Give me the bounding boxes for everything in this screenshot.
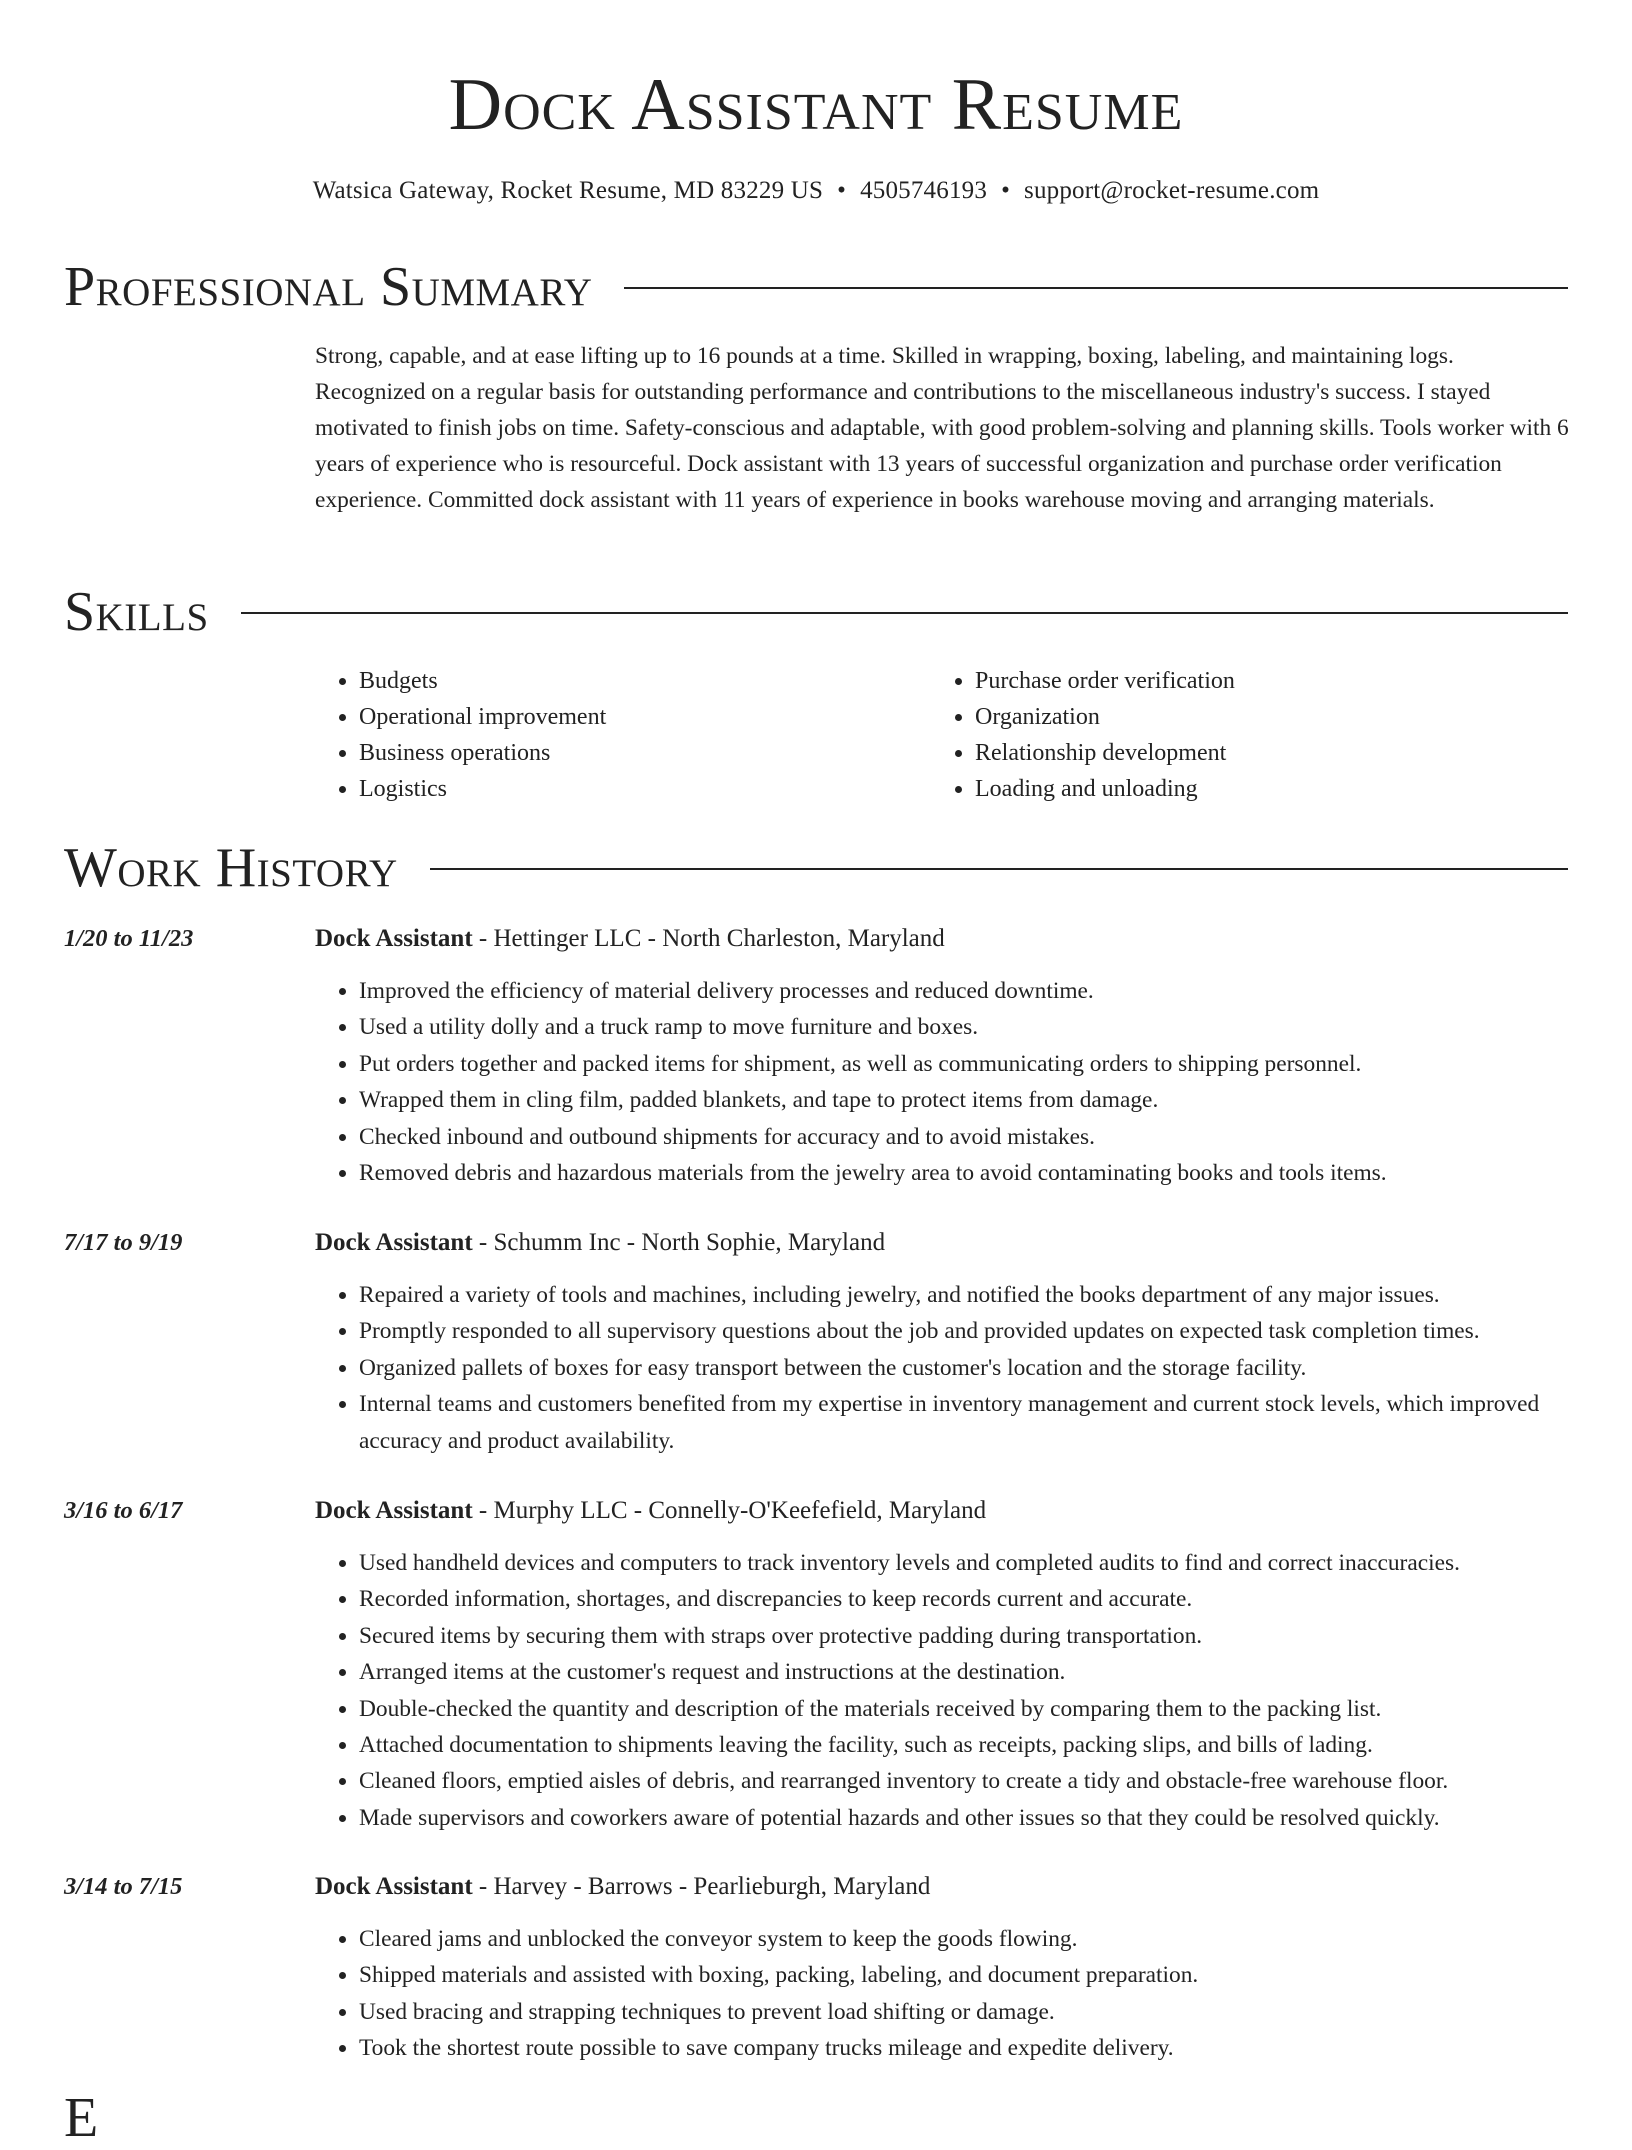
job-bullet: • Internal teams and customers benefited from my expertise in inventory management and current stock levels, which improved accuracy and product availability. [359, 1386, 1570, 1459]
summary-text: Strong, capable, and at ease lifting up to 16 pounds at a time. Skilled in wrapping, boxing, labeling, and maintaining logs. Recognized on a regular basis for outstanding performance and contributions to the miscellaneous industry's success. I stayed motivated to finish jobs on time. Safety-conscious and adaptable, with good problem-solving and planning skills. Tools worker with 6 years of experience who is resourceful. Dock assistant with 13 years of successful organization and purchase order verification experience. Committed dock assistant with 11 years of experience in books warehouse moving and arranging materials. [315, 343, 1569, 513]
job-bullet: • Made supervisors and coworkers aware of potential hazards and other issues so that they could be resolved quickly. [359, 1800, 1570, 1836]
job-title: Dock Assistant [315, 1229, 473, 1256]
skills-list [315, 663, 1570, 807]
job-bullet: • Put orders together and packed items for shipment, as well as communicating orders to shipping personnel. [359, 1046, 1570, 1082]
job-bullet: • Used bracing and strapping techniques to prevent load shifting or damage. [359, 1994, 1570, 2030]
skill-item: • Relationship development [975, 735, 1547, 771]
job-heading [315, 1225, 885, 1261]
contact-email: support@rocket-resume.com [1024, 177, 1320, 204]
job-bullet: • Organized pallets of boxes for easy transport between the customer's location and the storage facility. [359, 1350, 1570, 1386]
job-bullet: • Double-checked the quantity and description of the materials received by comparing them to the packing list. [359, 1691, 1570, 1727]
job-bullet: • Took the shortest route possible to save company trucks mileage and expedite delivery. [359, 2030, 1570, 2066]
skill-item: • Business operations [359, 735, 931, 771]
job-employer-location: - Hettinger LLC - North Charleston, Maryland [472, 925, 945, 952]
skill-item: • Loading and unloading [975, 771, 1547, 807]
job-bullet: • Improved the efficiency of material delivery processes and reduced downtime. [359, 973, 1570, 1009]
contact-address: Watsica Gateway, Rocket Resume, MD 83229 US [312, 177, 824, 204]
job-bullets [315, 1277, 1570, 1459]
job-dates: 3/16 to 6/17 [64, 1497, 183, 1524]
job-bullet: • Repaired a variety of tools and machines, including jewelry, and notified the books department of any major issues. [359, 1277, 1570, 1313]
job-heading [315, 1869, 930, 1905]
job-bullet: • Used a utility dolly and a truck ramp to move furniture and boxes. [359, 1009, 1570, 1045]
job-bullets [315, 1921, 1570, 2067]
job-employer-location: - Murphy LLC - Connelly-O'Keefefield, Maryland [472, 1497, 987, 1524]
section-divider [430, 868, 1568, 870]
contact-phone: 4505746193 [860, 177, 988, 204]
skill-item: • Purchase order verification [975, 663, 1547, 699]
job-dates: 3/14 to 7/15 [64, 1873, 183, 1900]
job-dates: 7/17 to 9/19 [64, 1229, 183, 1256]
section-header-summary [64, 255, 1568, 319]
skills-column-left [315, 663, 931, 807]
job-bullet: • Shipped materials and assisted with boxing, packing, labeling, and document preparation. [359, 1957, 1570, 1993]
job-heading [315, 921, 945, 957]
job-dates: 1/20 to 11/23 [64, 925, 194, 952]
job-bullet: • Secured items by securing them with straps over protective padding during transportation. [359, 1618, 1570, 1654]
section-title-next-partial: E [64, 2087, 99, 2149]
resume-title: Dock Assistant Resume [448, 64, 1184, 146]
job-bullets [315, 1545, 1570, 1836]
skill-item: • Logistics [359, 771, 931, 807]
section-divider [624, 287, 1568, 289]
job-bullet: • Cleared jams and unblocked the conveyor system to keep the goods flowing. [359, 1921, 1570, 1957]
job-bullet: • Arranged items at the customer's request and instructions at the destination. [359, 1654, 1570, 1690]
skills-column-right [931, 663, 1547, 807]
job-title: Dock Assistant [315, 1497, 473, 1524]
contact-separator: • [837, 177, 847, 204]
job-bullet: • Recorded information, shortages, and discrepancies to keep records current and accurate. [359, 1581, 1570, 1617]
contact-line [0, 174, 1632, 208]
job-bullet: • Used handheld devices and computers to track inventory levels and completed audits to find and correct inaccuracies. [359, 1545, 1570, 1581]
skill-item: • Organization [975, 699, 1547, 735]
skill-item: • Operational improvement [359, 699, 931, 735]
job-employer-location: - Schumm Inc - North Sophie, Maryland [472, 1229, 886, 1256]
job-bullet: • Checked inbound and outbound shipments for accuracy and to avoid mistakes. [359, 1119, 1570, 1155]
job-bullet: • Promptly responded to all supervisory questions about the job and provided updates on expected task completion times. [359, 1313, 1570, 1349]
job-title: Dock Assistant [315, 925, 473, 952]
job-bullet: • Cleaned floors, emptied aisles of debris, and rearranged inventory to create a tidy and obstacle-free warehouse floor. [359, 1763, 1570, 1799]
skill-item: • Budgets [359, 663, 931, 699]
section-title-work-history: Work History [64, 837, 398, 899]
section-header-skills [64, 580, 1568, 644]
job-employer-location: - Harvey - Barrows - Pearlieburgh, Maryland [472, 1873, 931, 1900]
section-title-summary: Professional Summary [64, 256, 593, 318]
job-heading [315, 1493, 986, 1529]
job-title: Dock Assistant [315, 1873, 473, 1900]
job-bullet: • Wrapped them in cling film, padded blankets, and tape to protect items from damage. [359, 1082, 1570, 1118]
job-bullet: • Attached documentation to shipments leaving the facility, such as receipts, packing slips, and bills of lading. [359, 1727, 1570, 1763]
contact-separator: • [1001, 177, 1011, 204]
job-bullets [315, 973, 1570, 1191]
section-divider [241, 612, 1568, 614]
section-header-work-history [64, 836, 1568, 900]
job-bullet: • Removed debris and hazardous materials from the jewelry area to avoid contaminating books and tools items. [359, 1155, 1570, 1191]
section-title-skills: Skills [64, 581, 209, 643]
